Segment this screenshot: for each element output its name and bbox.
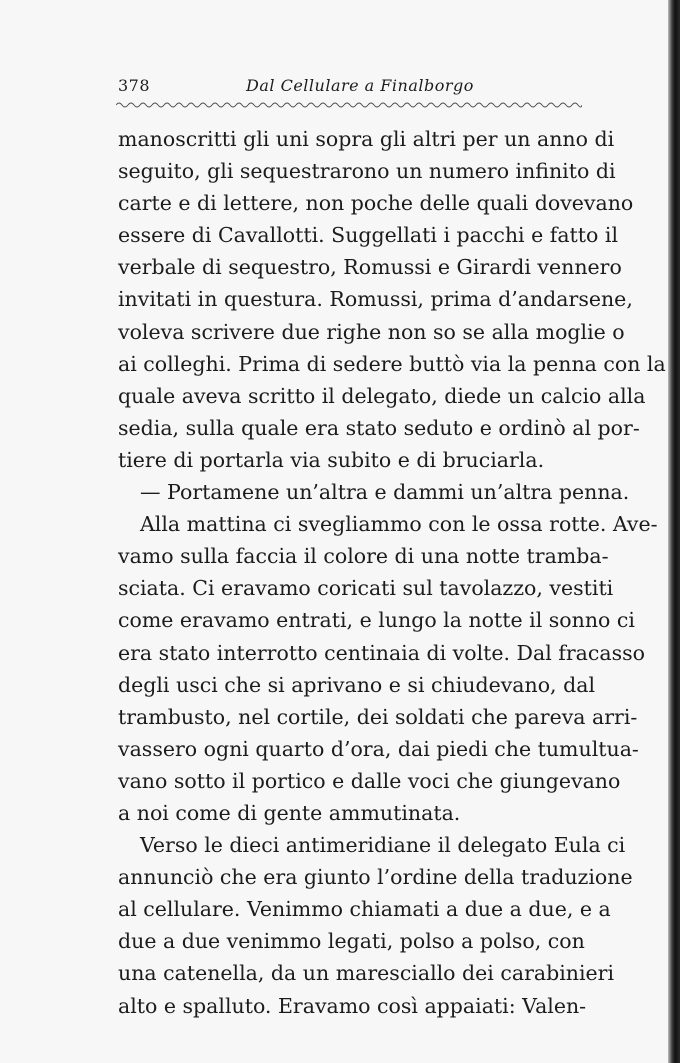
text-line: a noi come di gente ammutinata.	[118, 800, 461, 825]
text-line: era stato interrotto centinaia di volte. Dal fracasso	[118, 640, 645, 665]
text-line: manoscritti gli uni sopra gli altri per un anno di	[118, 127, 615, 151]
text-line: Verso le dieci antimeridiane il delegato Eula ci	[140, 833, 626, 858]
text-line: Alla mattina ci svegliammo con le ossa rotte. Ave-	[140, 512, 658, 537]
text-line: ai colleghi. Prima di sedere buttò via la penna con la	[118, 351, 666, 376]
text-line: alto e spalluto. Eravamo così appaiati: Valen-	[118, 993, 587, 1018]
text-line: vassero ogni quarto d’ora, dai piedi che tumultua-	[118, 736, 639, 761]
text-line: sciata. Ci eravamo coricati sul tavolazzo, vestiti	[118, 576, 614, 601]
text-line: due a due venimmo legati, polso a polso, con	[118, 929, 585, 954]
text-line: sedia, sulla quale era stato seduto e ordinò al por-	[118, 415, 640, 440]
text-line: seguito, gli sequestrarono un numero infinito di	[118, 159, 616, 184]
text-line: una catenella, da un maresciallo dei carabinieri	[118, 961, 615, 986]
text-line: come eravamo entrati, e lungo la notte il sonno ci	[118, 608, 635, 633]
text-line: essere di Cavallotti. Suggellati i pacchi e fatto il	[118, 223, 619, 248]
text-line: annunciò che era giunto l’ordine della traduzione	[118, 865, 633, 890]
text-line: vamo sulla faccia il colore di una notte tramba-	[118, 544, 609, 569]
page-number: 378	[118, 76, 151, 95]
text-line: vano sotto il portico e dalle voci che giungevano	[118, 768, 621, 793]
body-text	[118, 123, 666, 1022]
page-binding-edge	[668, 0, 680, 1063]
text-line: degli usci che si aprivano e si chiudevano, dal	[118, 672, 595, 697]
text-line: — Portamene un’altra e dammi un’altra penna.	[140, 480, 630, 505]
text-line: carte e di lettere, non poche delle quali dovevano	[118, 191, 634, 216]
wavy-rule-ornament	[116, 100, 582, 110]
text-line: al cellulare. Venimmo chiamati a due a due, e a	[118, 897, 611, 922]
text-line: voleva scrivere due righe non so se alla moglie o	[118, 319, 625, 344]
text-line: tiere di portarla via subito e di bruciarla.	[118, 447, 545, 472]
text-line: quale aveva scritto il delegato, diede un calcio alla	[118, 383, 646, 408]
text-line: invitati in questura. Romussi, prima d’andarsene,	[118, 287, 633, 312]
page-header	[118, 76, 588, 100]
text-line: trambusto, nel cortile, dei soldati che pareva arri-	[118, 704, 638, 729]
running-title: Dal Cellulare a Finalborgo	[246, 76, 474, 95]
text-line: verbale di sequestro, Romussi e Girardi vennero	[118, 255, 622, 280]
